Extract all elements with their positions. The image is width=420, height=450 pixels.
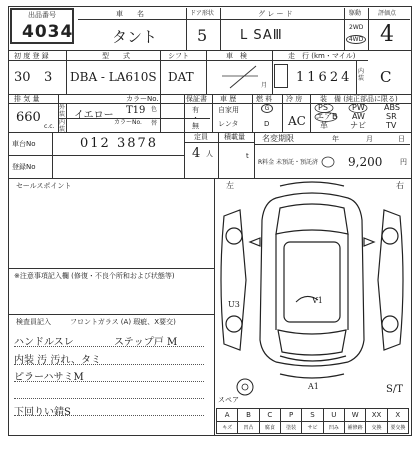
legend-cell-p: [280, 408, 302, 434]
warranty-yes: 有: [192, 106, 199, 114]
name-change-day: 日: [398, 135, 405, 143]
recycle-fee: 9,200: [348, 155, 383, 169]
displacement-value: 660: [16, 110, 41, 125]
outer-label: 外装: [59, 104, 66, 118]
diagram-left-label: 左: [226, 181, 234, 190]
equip-abs: ABS: [384, 103, 400, 112]
legend-code: S: [302, 409, 322, 422]
load-value: t: [246, 152, 249, 160]
first-reg-label: 初 度 登 録: [14, 52, 49, 60]
legend-cell-x: [387, 408, 409, 434]
grade-label: グ レ ー ド: [258, 10, 293, 18]
type-label: 型 式: [102, 52, 130, 60]
history-rental: レンタ: [218, 120, 239, 128]
legend-code: B: [238, 409, 258, 422]
name-change-month: 月: [366, 135, 373, 143]
mark-u3: U3: [228, 300, 240, 309]
equip-navi: ナビ: [350, 121, 366, 130]
legend-desc: サビ: [307, 425, 318, 431]
inner-label: 内装: [59, 119, 66, 133]
color-code: T19: [126, 105, 146, 116]
type-code: DBA - LA610S: [70, 70, 157, 84]
auction-sheet: [8, 6, 412, 438]
warranty-no: 無: [192, 122, 199, 130]
inspection-month-unit: 月: [261, 82, 268, 89]
shift-value: DAT: [168, 70, 194, 84]
legend-code: X: [388, 409, 408, 422]
legend-desc: キズ: [222, 425, 233, 431]
score-label: 評価点: [378, 10, 397, 17]
legend-cell-a: [216, 408, 238, 434]
legend-code: A: [217, 409, 237, 422]
color-no-label: カラーNo.: [126, 95, 159, 103]
history-own: 自家用: [218, 106, 239, 114]
doors-value: 5: [197, 26, 208, 45]
inspector-label: 検査員記入: [16, 318, 51, 326]
legend-cell-w: [344, 408, 366, 434]
inspector-note-1: ハンドルスレ: [14, 337, 74, 348]
color-label: 色: [151, 106, 158, 113]
load-label: 積載量: [224, 133, 245, 141]
score-value: 4: [380, 22, 394, 47]
capacity-label: 定員: [194, 133, 208, 141]
equip-airbag: エアB: [316, 112, 338, 121]
legend-code: P: [281, 409, 301, 422]
legend-desc: 交換: [371, 425, 382, 431]
interior-label: 内装: [358, 68, 365, 82]
equip-aw: AW: [352, 112, 365, 121]
history-label: 車 歴: [220, 95, 237, 103]
maker-label: 車 名: [116, 10, 144, 18]
equip-leather: 革: [320, 121, 328, 130]
car-diagram: [214, 180, 410, 376]
legend-code: U: [324, 409, 344, 422]
color-no-label-inner: カラーNo.: [114, 119, 142, 126]
mileage-box: [274, 64, 288, 88]
interior-score: C: [380, 68, 392, 86]
capacity-value: 4: [192, 146, 201, 161]
capacity-unit: 人: [206, 150, 213, 158]
equip-ps: PS: [318, 103, 328, 112]
inspector-note-4: ピラーハサミM: [14, 372, 84, 383]
displacement-label: 排 気 量: [14, 95, 40, 103]
fuel-gas: G: [261, 104, 273, 113]
equip-pw: PW: [352, 103, 365, 112]
cc-unit: c.c.: [44, 123, 55, 130]
legend-cell-xx: [365, 408, 387, 434]
warranty-dot: ・: [192, 114, 199, 122]
legend-desc: 凹み: [328, 425, 339, 431]
drive-2wd: 2WD: [349, 24, 364, 31]
fuel-label: 燃 料: [256, 95, 273, 103]
mark-a1-bottom: A1: [308, 382, 319, 391]
diagram-right-label: 右: [396, 181, 404, 190]
equip-label: 装 備 (純正部品に限る): [320, 95, 398, 103]
mileage-value: 11624: [296, 70, 353, 85]
swap-label: 替: [151, 120, 158, 127]
legend-code: C: [260, 409, 280, 422]
equip-tv: TV: [386, 121, 397, 130]
first-reg-year: 30: [14, 70, 31, 85]
legend-code: W: [345, 409, 365, 422]
lot-number: 4034: [22, 22, 74, 42]
equip-sr: SR: [386, 112, 397, 121]
legend-cell-u: [323, 408, 345, 434]
ac-value: AC: [288, 114, 306, 128]
legend-desc: 凹凸: [243, 425, 254, 431]
spare-label: スペア: [218, 396, 239, 404]
chassis-label: 車台No: [12, 140, 36, 148]
inspection-label: 車 検: [226, 52, 247, 60]
name-change-year: 年: [332, 135, 339, 143]
drive-label: 駆動: [349, 10, 362, 17]
legend-code: XX: [366, 409, 386, 422]
recycle-status: 未預託・預託済: [276, 159, 319, 166]
inspector-note-2: ステップ戸 M: [114, 337, 178, 348]
spare-tire-icon: [236, 378, 254, 396]
fuel-diesel: D: [264, 120, 270, 128]
chassis-number: 012 3878: [80, 136, 159, 151]
warranty-label: 保証書: [186, 95, 207, 103]
mileage-label: 走 行 (km・マイル): [288, 52, 356, 60]
legend-desc: 要交換: [390, 425, 406, 431]
ac-label: 冷 房: [286, 95, 303, 103]
grade-value: L SAⅢ: [240, 28, 283, 43]
shift-label: シフト: [168, 52, 189, 60]
legend-desc: 塗装: [286, 425, 297, 431]
legend-desc: 腐食: [264, 425, 275, 431]
damage-legend: [216, 408, 408, 434]
recycle-circle: [322, 157, 334, 167]
equip-grid: [314, 103, 410, 132]
name-change-label: 名変期限: [262, 134, 294, 143]
mark-s-t: S/T: [386, 384, 403, 395]
reg-label: 登録No: [12, 163, 36, 171]
legend-cell-s: [301, 408, 323, 434]
recycle-yen: 円: [400, 158, 407, 166]
mark-v1: V1: [312, 296, 323, 305]
windshield-label: フロントガラス (A) 瑕疵、X要交): [70, 318, 176, 326]
sales-point-label: セールスポイント: [16, 182, 72, 190]
legend-desc: 補修跡: [347, 425, 363, 431]
outer-color: イエロー: [74, 110, 114, 121]
drive-4wd: 4WD: [346, 35, 366, 44]
lot-label: 出品番号: [28, 11, 56, 19]
inspector-note-3: 内装 汚 汚れ、タミ: [14, 355, 101, 366]
legend-cell-b: [237, 408, 259, 434]
first-reg-month: 3: [44, 70, 53, 85]
model-name: タント: [112, 28, 158, 46]
inspector-note-5: 下回りい錆S: [14, 407, 71, 418]
door-label: ドア形状: [190, 10, 214, 17]
recycle-label: R料金: [258, 159, 275, 166]
notes-label: ※注意事項記入欄 (修復・不良个所和および状態等): [14, 272, 175, 280]
legend-cell-c: [259, 408, 281, 434]
